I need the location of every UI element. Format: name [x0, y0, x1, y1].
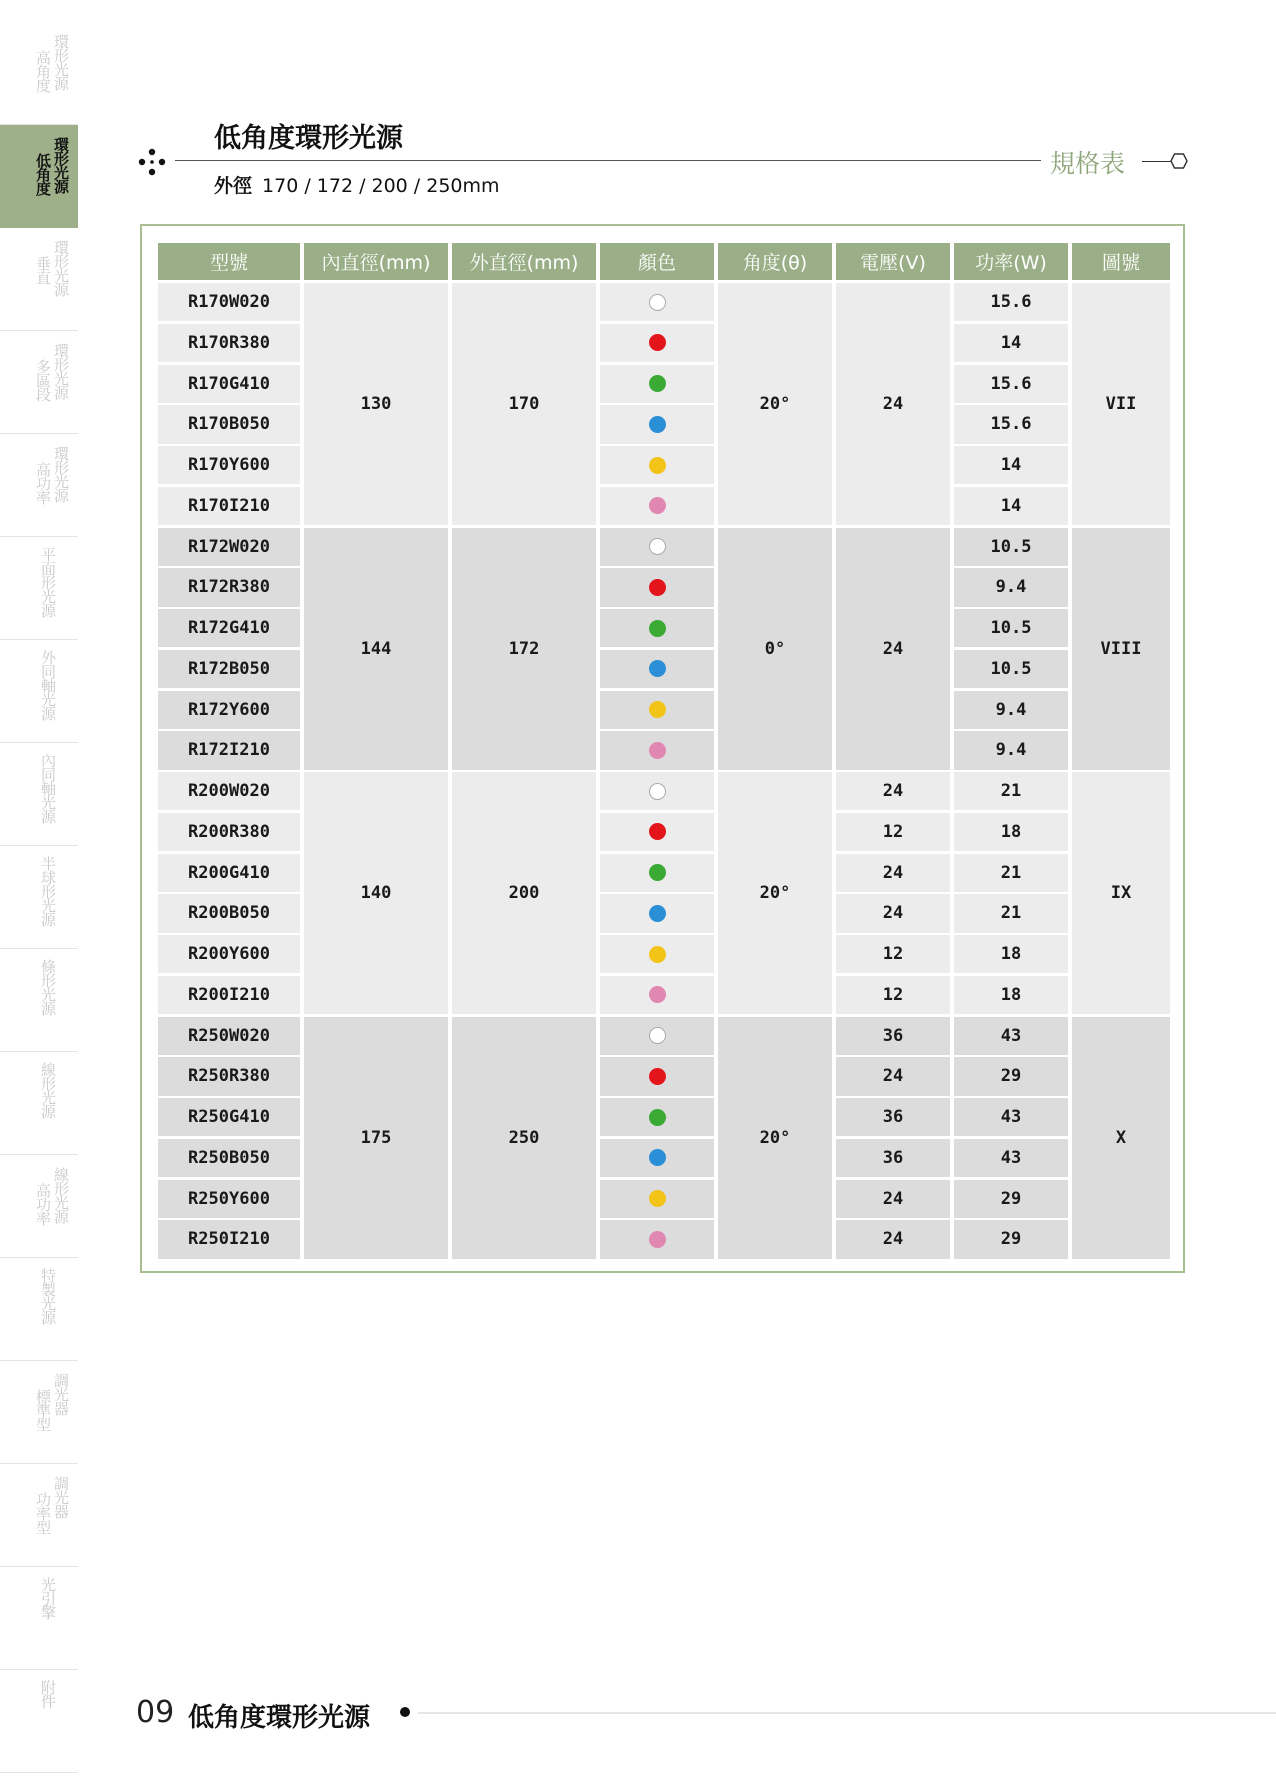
pink-color-dot-icon — [649, 742, 666, 759]
power-cell: 18 — [954, 935, 1068, 973]
sidebar-item-label: 功率型 — [34, 1492, 52, 1534]
sidebar-item-9[interactable] — [0, 949, 78, 1052]
power-cell: 10.5 — [954, 650, 1068, 688]
subtitle-sizes: 170 / 172 / 200 / 250mm — [262, 175, 500, 197]
color-cell — [600, 405, 714, 443]
inner-diameter-cell: 175 — [304, 1017, 448, 1259]
sidebar-item-label: 特製光源 — [39, 1268, 57, 1324]
yellow-color-dot-icon — [649, 1190, 666, 1207]
power-cell: 14 — [954, 487, 1068, 525]
sidebar-item-label: 環形光源 — [52, 34, 70, 90]
color-cell — [600, 324, 714, 362]
sidebar-item-label: 標準型 — [34, 1389, 52, 1431]
yellow-color-dot-icon — [649, 946, 666, 963]
outer-diameter-cell: 170 — [452, 283, 596, 525]
blue-color-dot-icon — [649, 905, 666, 922]
bullet-icon — [400, 1707, 410, 1717]
color-cell — [600, 1098, 714, 1136]
spec-table-label: 規格表 — [1050, 149, 1126, 178]
voltage-cell: 24 — [836, 1057, 950, 1095]
dots-icon — [138, 148, 166, 176]
sidebar-item-label: 低角度 — [34, 153, 52, 195]
sidebar-item-label: 外同軸光源 — [39, 650, 57, 720]
power-cell: 14 — [954, 324, 1068, 362]
model-cell: R250Y600 — [158, 1180, 300, 1218]
sidebar-item-label: 附件 — [39, 1680, 57, 1708]
power-cell: 21 — [954, 894, 1068, 932]
color-cell — [600, 1139, 714, 1177]
voltage-cell: 24 — [836, 1220, 950, 1258]
voltage-cell: 12 — [836, 813, 950, 851]
footer-title: 低角度環形光源 — [188, 1703, 371, 1733]
sidebar-item-13[interactable] — [0, 1361, 78, 1464]
color-cell — [600, 935, 714, 973]
voltage-cell: 12 — [836, 976, 950, 1014]
power-cell: 21 — [954, 772, 1068, 810]
sidebar-item-label: 高功率 — [34, 462, 52, 504]
model-cell: R172B050 — [158, 650, 300, 688]
sidebar-item-3[interactable] — [0, 331, 78, 434]
model-cell: R200Y600 — [158, 935, 300, 973]
power-cell: 29 — [954, 1220, 1068, 1258]
sidebar-item-16[interactable] — [0, 1670, 78, 1773]
voltage-cell: 24 — [836, 854, 950, 892]
page-title: 低角度環形光源 — [214, 123, 403, 154]
voltage-cell: 36 — [836, 1017, 950, 1055]
sidebar-item-label: 高角度 — [34, 50, 52, 92]
model-cell: R250I210 — [158, 1220, 300, 1258]
power-cell: 14 — [954, 446, 1068, 484]
sidebar-item-0[interactable] — [0, 22, 78, 125]
color-cell — [600, 609, 714, 647]
voltage-cell: 24 — [836, 283, 950, 525]
power-cell: 43 — [954, 1139, 1068, 1177]
voltage-cell: 24 — [836, 528, 950, 770]
color-cell — [600, 854, 714, 892]
color-cell — [600, 976, 714, 1014]
power-cell: 29 — [954, 1180, 1068, 1218]
color-cell — [600, 528, 714, 566]
header-rule — [175, 160, 1041, 161]
blue-color-dot-icon — [649, 416, 666, 433]
inner-diameter-cell: 140 — [304, 772, 448, 1014]
inner-diameter-cell: 144 — [304, 528, 448, 770]
color-cell — [600, 446, 714, 484]
white-color-dot-icon — [649, 294, 666, 311]
red-color-dot-icon — [649, 1068, 666, 1085]
white-color-dot-icon — [649, 783, 666, 800]
sidebar-item-label: 環形光源 — [52, 343, 70, 399]
power-cell: 9.4 — [954, 568, 1068, 606]
angle-cell: 0° — [718, 528, 832, 770]
sidebar-item-label: 環形光源 — [52, 137, 70, 193]
page-number: 09 — [136, 1695, 175, 1730]
model-cell: R172G410 — [158, 609, 300, 647]
figure-number-cell: X — [1072, 1017, 1170, 1259]
green-color-dot-icon — [649, 864, 666, 881]
outer-diameter-cell: 200 — [452, 772, 596, 1014]
color-cell — [600, 283, 714, 321]
model-cell: R170Y600 — [158, 446, 300, 484]
power-cell: 18 — [954, 813, 1068, 851]
sidebar-item-label: 線形光源 — [39, 1062, 57, 1118]
sidebar-item-label: 光引擎 — [39, 1577, 57, 1619]
header-outer-diameter: 外直徑(mm) — [452, 243, 596, 280]
voltage-cell: 36 — [836, 1098, 950, 1136]
header-power: 功率(W) — [954, 243, 1068, 280]
power-cell: 10.5 — [954, 528, 1068, 566]
color-cell — [600, 1180, 714, 1218]
voltage-cell: 24 — [836, 894, 950, 932]
sidebar-item-label: 調光器 — [52, 1373, 70, 1415]
blue-color-dot-icon — [649, 1149, 666, 1166]
blue-color-dot-icon — [649, 660, 666, 677]
color-cell — [600, 772, 714, 810]
sidebar-item-5[interactable] — [0, 537, 78, 640]
sidebar-item-label: 調光器 — [52, 1476, 70, 1518]
red-color-dot-icon — [649, 334, 666, 351]
pink-color-dot-icon — [649, 1231, 666, 1248]
yellow-color-dot-icon — [649, 701, 666, 718]
model-cell: R200R380 — [158, 813, 300, 851]
green-color-dot-icon — [649, 1109, 666, 1126]
model-cell: R250B050 — [158, 1139, 300, 1177]
header-figure: 圖號 — [1072, 243, 1170, 280]
color-cell — [600, 691, 714, 729]
sidebar-item-label: 半球形光源 — [39, 856, 57, 926]
color-cell — [600, 1220, 714, 1258]
sidebar-item-label: 條形光源 — [39, 959, 57, 1015]
white-color-dot-icon — [649, 538, 666, 555]
sidebar-item-label: 環形光源 — [52, 240, 70, 296]
sidebar-item-label: 垂直 — [34, 256, 52, 284]
color-cell — [600, 365, 714, 403]
model-cell: R250G410 — [158, 1098, 300, 1136]
color-cell — [600, 731, 714, 769]
sidebar-item-8[interactable] — [0, 846, 78, 949]
header-color: 顏色 — [600, 243, 714, 280]
power-cell: 10.5 — [954, 609, 1068, 647]
voltage-cell: 24 — [836, 1180, 950, 1218]
color-cell — [600, 650, 714, 688]
figure-number-cell: VIII — [1072, 528, 1170, 770]
model-cell: R170B050 — [158, 405, 300, 443]
color-cell — [600, 1057, 714, 1095]
inner-diameter-cell: 130 — [304, 283, 448, 525]
sidebar-item-1[interactable] — [0, 125, 78, 228]
sidebar-item-6[interactable] — [0, 640, 78, 743]
power-cell: 43 — [954, 1098, 1068, 1136]
header-voltage: 電壓(V) — [836, 243, 950, 280]
color-cell — [600, 813, 714, 851]
power-cell: 9.4 — [954, 691, 1068, 729]
sidebar-item-12[interactable] — [0, 1258, 78, 1361]
power-cell: 21 — [954, 854, 1068, 892]
green-color-dot-icon — [649, 375, 666, 392]
red-color-dot-icon — [649, 823, 666, 840]
sidebar-item-11[interactable] — [0, 1155, 78, 1258]
color-cell — [600, 1017, 714, 1055]
angle-cell: 20° — [718, 283, 832, 525]
angle-cell: 20° — [718, 772, 832, 1014]
green-color-dot-icon — [649, 620, 666, 637]
voltage-cell: 24 — [836, 772, 950, 810]
subtitle-label: 外徑 — [214, 175, 253, 197]
page-subtitle — [214, 171, 500, 198]
outer-diameter-cell: 250 — [452, 1017, 596, 1259]
power-cell: 29 — [954, 1057, 1068, 1095]
sidebar-item-7[interactable] — [0, 743, 78, 846]
power-cell: 15.6 — [954, 405, 1068, 443]
model-cell: R250R380 — [158, 1057, 300, 1095]
model-cell: R170W020 — [158, 283, 300, 321]
figure-number-cell: IX — [1072, 772, 1170, 1014]
outer-diameter-cell: 172 — [452, 528, 596, 770]
white-color-dot-icon — [649, 1027, 666, 1044]
model-cell: R172W020 — [158, 528, 300, 566]
model-cell: R200W020 — [158, 772, 300, 810]
model-cell: R172R380 — [158, 568, 300, 606]
voltage-cell: 36 — [836, 1139, 950, 1177]
sidebar-item-label: 高功率 — [34, 1183, 52, 1225]
spec-table-frame — [140, 224, 1185, 1273]
sidebar-item-14[interactable] — [0, 1464, 78, 1567]
power-cell: 18 — [954, 976, 1068, 1014]
sidebar-item-label: 線形光源 — [52, 1167, 70, 1223]
power-cell: 9.4 — [954, 731, 1068, 769]
model-cell: R172Y600 — [158, 691, 300, 729]
sidebar-item-10[interactable] — [0, 1052, 78, 1155]
header-angle: 角度(θ) — [718, 243, 832, 280]
color-cell — [600, 894, 714, 932]
sidebar-item-label: 平面形光源 — [39, 547, 57, 617]
sidebar-nav — [0, 22, 78, 1773]
footer-rule — [418, 1712, 1276, 1714]
model-cell: R200B050 — [158, 894, 300, 932]
power-cell: 15.6 — [954, 283, 1068, 321]
header-model: 型號 — [158, 243, 300, 280]
model-cell: R170R380 — [158, 324, 300, 362]
voltage-cell: 12 — [836, 935, 950, 973]
sidebar-item-2[interactable] — [0, 228, 78, 331]
color-cell — [600, 487, 714, 525]
model-cell: R170I210 — [158, 487, 300, 525]
pink-color-dot-icon — [649, 497, 666, 514]
header-inner-diameter: 內直徑(mm) — [304, 243, 448, 280]
figure-number-cell: VII — [1072, 283, 1170, 525]
sidebar-item-label: 環形光源 — [52, 446, 70, 502]
model-cell: R200G410 — [158, 854, 300, 892]
pink-color-dot-icon — [649, 986, 666, 1003]
angle-cell: 20° — [718, 1017, 832, 1259]
yellow-color-dot-icon — [649, 457, 666, 474]
sidebar-item-15[interactable] — [0, 1567, 78, 1670]
model-cell: R250W020 — [158, 1017, 300, 1055]
sidebar-item-label: 內同軸光源 — [39, 753, 57, 823]
model-cell: R200I210 — [158, 976, 300, 1014]
spec-label-rule — [1142, 161, 1172, 162]
model-cell: R170G410 — [158, 365, 300, 403]
hexagon-icon — [1170, 153, 1188, 169]
power-cell: 43 — [954, 1017, 1068, 1055]
model-cell: R172I210 — [158, 731, 300, 769]
power-cell: 15.6 — [954, 365, 1068, 403]
red-color-dot-icon — [649, 579, 666, 596]
sidebar-item-label: 多區段 — [34, 359, 52, 401]
color-cell — [600, 568, 714, 606]
sidebar-item-4[interactable] — [0, 434, 78, 537]
